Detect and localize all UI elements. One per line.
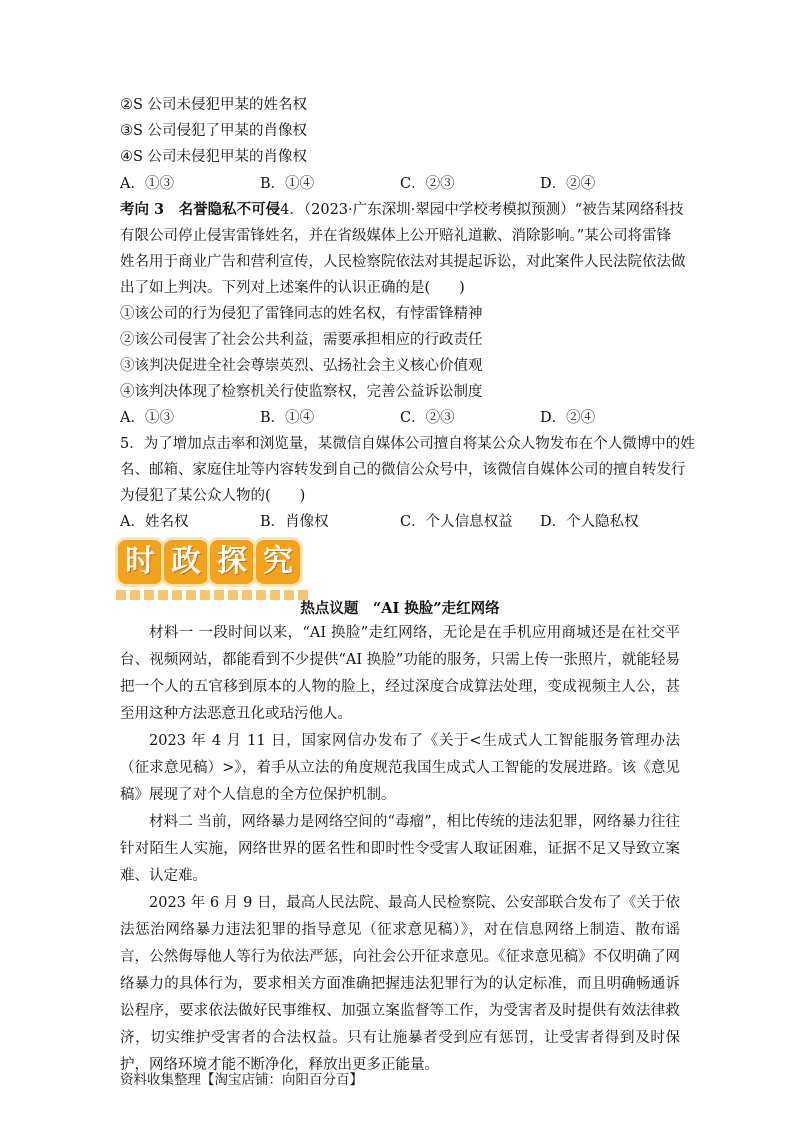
option-a: A．①③ <box>120 176 174 192</box>
question-4-line-1 <box>120 200 684 220</box>
material-1-paragraph: 材料一 一段时间以来，“AI 换脸”走红网络，无论是在手机应用商城还是在社交平台、视频网站，都能看到不少提供“AI 换脸”功能的服务，只需上传一张照片，就能轻易把一个人的五官移到原本的人物的脸上，经过深度合成算法处理，变成视频主人公，甚至用这种方法恶意丑化或玷污他人。 <box>120 625 680 722</box>
option-b: B．①④ <box>260 410 315 426</box>
banner-char-3: 探 <box>210 540 254 584</box>
section-title: 热点议题 “AI 换脸”走红网络 <box>300 600 500 617</box>
question-5-line-1: 5．为了增加点击率和浏览量，某微信自媒体公司擅自将某公众人物发布在个人微博中的姓 <box>120 436 695 452</box>
material-2-note: 2023 年 6 月 9 日，最高人民法院、最高人民检察院、公安部联合发布了《关于依法惩治网络暴力违法犯罪的指导意见（征求意见稿）》，对在信息网络上制造、散布谣言，公然侮辱他人等行为依法严惩，向社会公开征求意见。《征求意见稿》不仅明确了网络暴力的具体行为，要求相关方面准确把握违法犯罪行为的认定标准，而且明确畅通诉讼程序，要求依法做好民事维权、加强立案监督等工作，为受害者及时提供有效法律救济，切实维护受害者的合法权益。只有让施暴者受到应有惩罚，让受害者得到及时保护，网络环境才能不断净化，释放出更多正能量。 <box>120 895 680 1073</box>
q4-statement-1: ①该公司的行为侵犯了雷锋同志的姓名权，有悖雷锋精神 <box>120 306 483 322</box>
q4-statement-2: ②该公司侵害了社会公共利益，需要承担相应的行政责任 <box>120 332 483 348</box>
statement-2: ②S 公司未侵犯甲某的姓名权 <box>120 97 308 113</box>
question-4-stem: 4．（2023·广东深圳·翠园中学校考模拟预测）“被告某网络科技 <box>280 202 684 218</box>
question-4-line-4: 出了如上判决。下列对上述案件的认识正确的是( ) <box>120 280 465 296</box>
option-a: A．姓名权 <box>120 514 189 530</box>
banner-char-4: 究 <box>256 540 300 584</box>
footer-text: 资料收集整理【淘宝店铺：向阳百分百】 <box>120 1072 363 1088</box>
option-c: C．②③ <box>400 176 455 192</box>
statement-4: ④S 公司未侵犯甲某的肖像权 <box>120 149 308 165</box>
question-4-line-3: 姓名用于商业广告和营利宣传，人民检察院依法对其提起诉讼，对此案件人民法院依法做 <box>120 254 686 270</box>
q4-statement-3: ③该判决促进全社会尊崇英烈、弘扬社会主义核心价值观 <box>120 358 483 374</box>
option-c: C．②③ <box>400 410 455 426</box>
q4-statement-4: ④该判决体现了检察机关行使监察权，完善公益诉讼制度 <box>120 384 483 400</box>
material-1-note: 2023 年 4 月 11 日，国家网信办发布了《关于<生成式人工智能服务管理办法（征求意见稿）>》，着手从立法的角度规范我国生成式人工智能的发展进路。该《意见稿》展现了对个人信息的全方位保护机制。 <box>120 733 680 803</box>
option-d: D．②④ <box>540 410 596 426</box>
banner-char-1: 时 <box>118 540 162 584</box>
option-a: A．①③ <box>120 410 174 426</box>
question-4-line-2: 有限公司停止侵害雷锋姓名，并在省级媒体上公开赔礼道歉、消除影响。”某公司将雷锋 <box>120 228 672 244</box>
question-5-line-3: 为侵犯了某公众人物的( ) <box>120 488 306 504</box>
option-b: B．①④ <box>260 176 315 192</box>
option-c: C．个人信息权益 <box>400 514 513 530</box>
section-banner <box>118 540 302 584</box>
option-d: D．②④ <box>540 176 596 192</box>
banner-char-2: 政 <box>164 540 208 584</box>
question-5-line-2: 名、邮箱、家庭住址等内容转发到自己的微信公众号中，该微信自媒体公司的擅自转发行 <box>120 462 686 478</box>
statement-3: ③S 公司侵犯了甲某的肖像权 <box>120 123 308 139</box>
topic-label: 考向 3 名誉隐私不可侵 <box>120 201 281 218</box>
option-b: B．肖像权 <box>260 514 329 530</box>
option-d: D．个人隐私权 <box>540 514 639 530</box>
material-2-paragraph: 材料二 当前，网络暴力是网络空间的“毒瘤”，相比传统的违法犯罪，网络暴力往往针对陌生人实施，网络世界的匿名性和即时性令受害人取证困难，证据不足又导致立案难、认定难。 <box>120 814 680 884</box>
